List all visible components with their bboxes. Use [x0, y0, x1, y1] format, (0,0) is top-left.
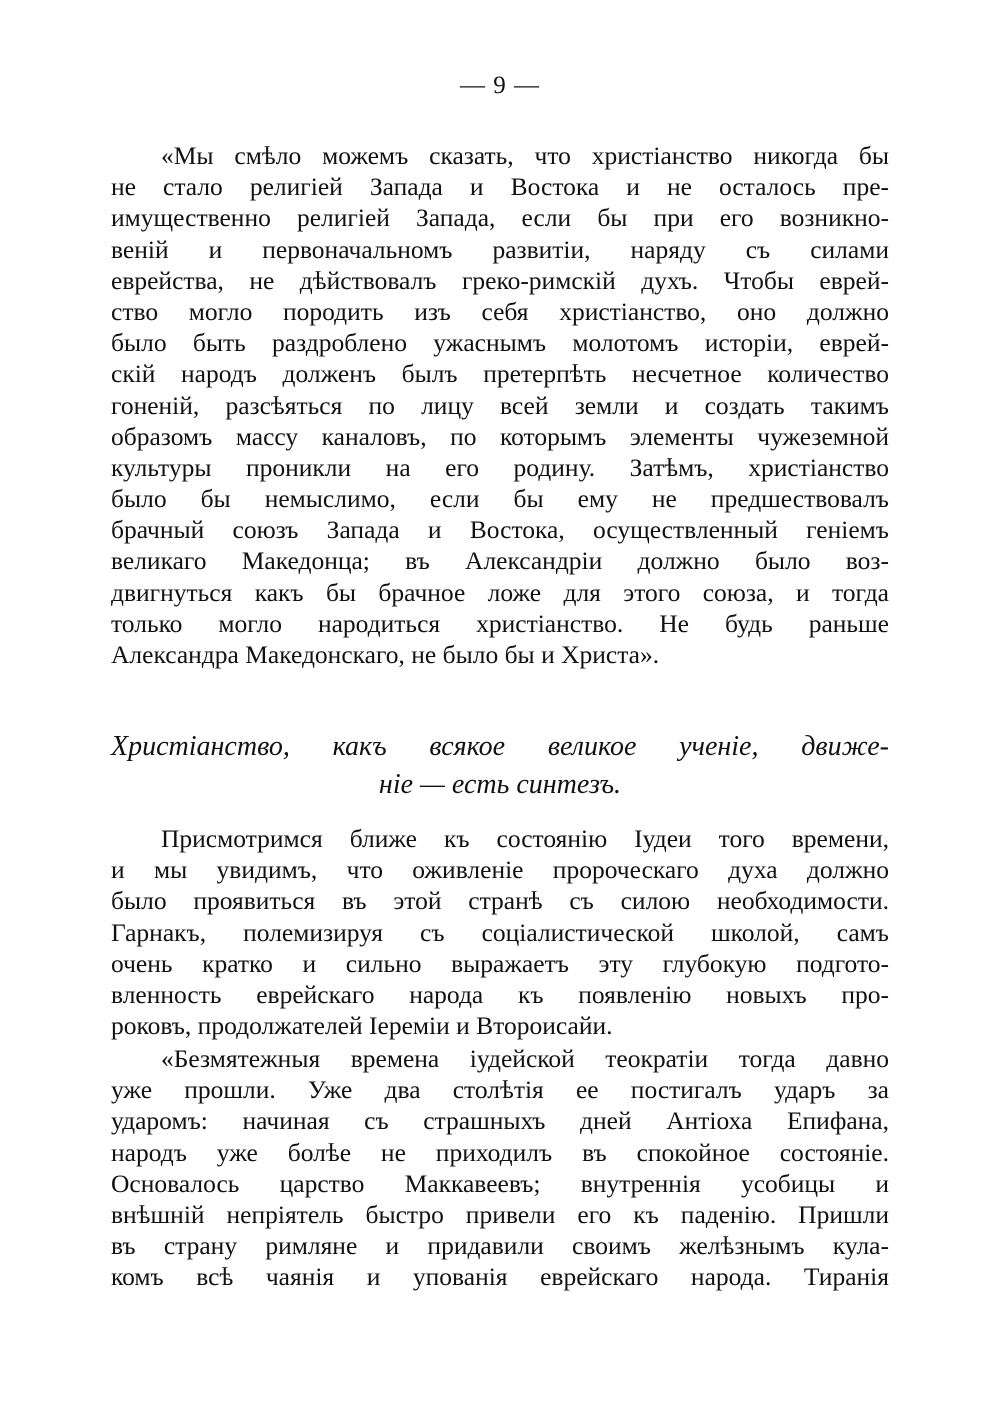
text-line: народъ уже болѣе не приходилъ въ спокойное состояніе.: [111, 1137, 889, 1167]
text-line: образомъ массу каналовъ, по которымъ элементы чужеземной: [111, 421, 889, 451]
text-line: еврейства, не дѣйствовалъ греко-римскій духъ. Чтобы еврей-: [111, 265, 889, 295]
quote-paragraph-renan: [111, 140, 889, 670]
text-line: вленность еврейскаго народа къ появленію новыхъ про-: [111, 979, 889, 1009]
text-line: Александра Македонскаго, не было бы и Христа».: [111, 640, 660, 669]
section-heading-line: ніе — есть синтезъ.: [378, 769, 622, 800]
text-line: было быть раздроблено ужаснымъ молотомъ исторіи, еврей-: [111, 328, 889, 358]
text-line: «Безмятежныя времена іудейской теократіи тогда давно: [161, 1044, 889, 1073]
text-line: великаго Македонца; въ Александріи должно было воз-: [111, 546, 889, 576]
text-line: очень кратко и сильно выражаетъ эту глубокую подгото-: [111, 948, 889, 978]
text-line: было бы немыслимо, если бы ему не предшествовалъ: [111, 484, 889, 514]
text-line: гоненій, разсѣяться по лицу всей земли и создать такимъ: [111, 390, 889, 420]
text-line: Гарнакъ, полемизируя съ соціалистической школой, самъ: [111, 917, 889, 947]
text-line: «Мы смѣло можемъ сказать, что христіанство никогда бы: [161, 141, 889, 170]
text-line: внѣшній непріятель быстро привели его къ паденію. Пришли: [111, 1199, 889, 1229]
paragraph-judea: [111, 823, 889, 1041]
text-line: скій народъ долженъ былъ претерпѣть несчетное количество: [111, 359, 889, 389]
text-line: Присмотримся ближе къ состоянію Іудеи того времени,: [161, 824, 889, 853]
text-line: Основалось царство Маккавеевъ; внутреннія усобицы и: [111, 1168, 889, 1198]
text-line: ство могло породить изъ себя христіанство, оно должно: [111, 296, 889, 326]
text-line: только могло народиться христіанство. Не будь раньше: [111, 608, 889, 638]
text-line: въ страну римляне и придавили своимъ желѣзнымъ кула-: [111, 1231, 889, 1261]
text-line: ударомъ: начиная съ страшныхъ дней Антіоха Епифана,: [111, 1106, 889, 1136]
text-line: было проявиться въ этой странѣ съ силою необходимости.: [111, 886, 889, 916]
text-line: роковъ, продолжателей Іереміи и Второисайи.: [111, 1011, 613, 1041]
text-line: имущественно религіей Запада, если бы при его возникно-: [111, 203, 889, 233]
text-line: культуры проникли на его родину. Затѣмъ, христіанство: [111, 452, 889, 482]
page-number: — 9 —: [460, 72, 540, 99]
text-line: двигнуться какъ бы брачное ложе для этого союза, и тогда: [111, 577, 889, 607]
quote-paragraph-harnack: [111, 1043, 889, 1293]
section-heading: [111, 728, 889, 804]
text-line: брачный союзъ Запада и Востока, осуществленный геніемъ: [111, 515, 889, 545]
text-line: веній и первоначальномъ развитіи, наряду съ силами: [111, 234, 889, 264]
text-line: и мы увидимъ, что оживленіе пророческаго духа должно: [111, 855, 889, 885]
text-line: не стало религіей Запада и Востока и не осталось пре-: [111, 172, 889, 202]
text-line: комъ всѣ чаянія и упованія еврейскаго народа. Тиранія: [111, 1262, 889, 1292]
text-line: уже прошли. Уже два столѣтія ее постигалъ ударъ за: [111, 1075, 889, 1105]
section-heading-line: Христіанство, какъ всякое великое ученіе, движе-: [111, 731, 889, 762]
